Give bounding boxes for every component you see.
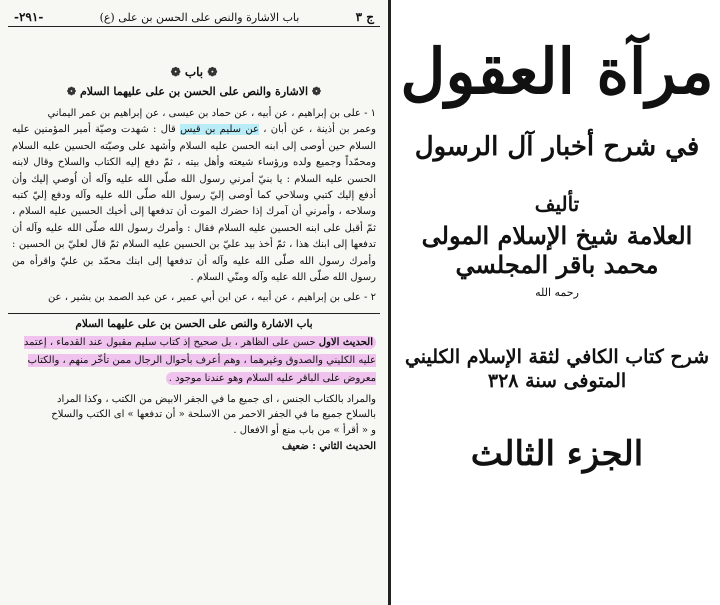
hadith-1-body: حين أوصى إلى ابنه الحسن عليه السلام وأشهد على وصيّته الحسين عليه السلام ومحمّداً وجميع ولده ورؤساء شيعته وأهل بيته ، ثمّ دفع إليه الكتاب والسلاح وقال لابنه الحسن عليه السلام : يا بنيّ أمرني رسول الله صلّى الله عليه وآله أن اُوصي إليك وأن أدفع إليك كتبي وسلاحي كما أوصى إليّ رسول الله صلّى الله عليه وآله ودفع إليّ كتبه وسلاحه ، وأمرني أن آمرك إذا حضرك الموت أن تدفعها إلى أخيك الحسين عليه السلام ، ثمّ أقبل على ابنه الحسين عليه السلام فقال : وأمرك رسول الله صلّى الله عليه وآله أن تدفعها إلى ابنك هذا ، ثمّ أخذ بيد عليّ بن الحسين عليه السلام ثمّ قال لعليّ بن الحسين : وأمرك رسول الله صلّى الله عليه وآله أن تدفعها إلى ابنك محمّد بن عليّ واقرأه من رسول الله صلّى الله عليه وآله ومنّي السلام . [12,140,376,284]
commentary-highlighted [8,334,380,388]
volume-title: الجزء الثالث [470,434,644,475]
footnote-divider [8,313,380,314]
hadith-2-grading: الحديث الثاني : ضعيف [282,440,376,452]
highlighted-narrator: عن سليم بن قيس [180,124,259,136]
volume-marker: ج ٣ [355,10,374,24]
commentary-label: الحديث الاول [318,336,373,348]
commentary-highlight-text: حسن على الظاهر ، بل صحيح إذ كتاب سليم مقبول عند القدماء ، إعتمد عليه الكليني والصدوق وغيرهما ، وهم أعرف بأحوال الرجال ممن تأخّر منهم ، والكتاب معروض على الباقر عليه السلام وهو عندنا موجود . [23,336,376,384]
section-word: باب [184,65,204,79]
author-label: تأليف [534,192,580,217]
ornament-icon: ❁ [311,85,322,98]
title-page [394,0,720,605]
section-title [8,85,380,98]
ornament-icon: ❁ [66,85,77,98]
book-title: مرآة العقول [400,35,714,108]
commentary-on: شرح كتاب الكافي لثقة الإسلام الكليني المتوفى سنة ٣٢٨ [404,345,710,393]
highlighted-commentary [24,336,376,385]
author-name: العلامة شيخ الإسلام المولى محمد باقر المجلسي [421,221,693,279]
running-title: باب الاشارة والنص على الحسن بن على (ع) [99,10,300,24]
author-honorific: رحمه الله [535,285,579,299]
running-header [8,6,380,27]
commentary-line-3: و « أقرأ » من باب منع أو الافعال . [233,425,376,437]
page-number: -٢٩١- [14,10,44,24]
commentary-line-1: والمراد بالكتاب الجنس ، اى جميع ما في الجفر الابيض من الكتب ، وكذا المراد [56,393,376,405]
hadith-1-chain-cont: وعمر بن أذينة ، عن أبان ، [263,124,376,136]
commentary-line-2: بالسلاح جميع ما في الجفر الاحمر من الاسلحة « أن تدفعها » اى الكتب والسلاح [51,409,376,421]
ornament-icon: ❁ [207,65,218,79]
ornament-icon: ❁ [170,65,181,79]
book-subtitle: في شرح أخبار آل الرسول [414,132,700,163]
hadith-2: ٢ - على بن إبراهيم ، عن أبيه ، عن ابن أبي عمير ، عن عبد الصمد بن بشير ، عن [47,292,376,304]
hadith-1-opening: قال : شهدت وصيّة أمير المؤمنين عليه السلام [12,124,376,152]
hadith-1 [8,106,380,286]
hadith-1-chain: ١ - على بن إبراهيم ، عن أبيه ، عن حماد بن عيسى ، عن إبراهيم بن عمر اليماني [47,108,376,119]
footnote-heading: باب الاشارة والنص على الحسن بن على عليهما السلام [75,317,313,330]
section-title-text: الاشارة والنص على الحسن بن على عليهما السلام [79,85,309,98]
section-heading [8,65,380,79]
